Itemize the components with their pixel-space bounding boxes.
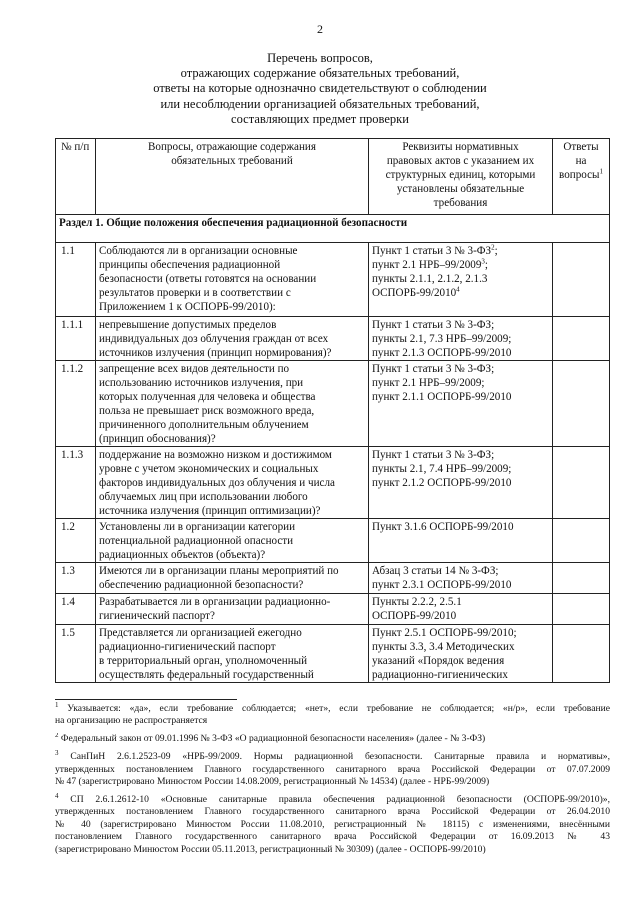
footnote-mark: 1 bbox=[55, 700, 59, 709]
row-requisites bbox=[369, 563, 553, 594]
footnote-mark: 2 bbox=[55, 733, 59, 740]
row-question bbox=[96, 625, 369, 683]
requisite-line: пункт 2.1.2 ОСПОРБ-99/2010 bbox=[372, 477, 512, 489]
section-row bbox=[56, 215, 610, 243]
footnotes bbox=[55, 700, 611, 861]
row-requisites bbox=[369, 625, 553, 683]
footnote-ref: 3 bbox=[481, 257, 485, 266]
requisite-line: Пункт 3.1.6 ОСПОРБ-99/2010 bbox=[372, 521, 514, 533]
question-line: Установлены ли в организации категории bbox=[99, 521, 296, 533]
row-requisites bbox=[369, 594, 553, 625]
requisite-line: Абзац 3 статьи 14 № 3-ФЗ; bbox=[372, 565, 499, 577]
table-row bbox=[56, 563, 610, 594]
question-line: причиненного дополнительным облучением bbox=[99, 419, 309, 431]
header-answers: Ответы на вопросы$^1$ bbox=[553, 139, 610, 215]
requisite-line: ОСПОРБ-99/2010$^4$ bbox=[372, 285, 460, 299]
row-requisites bbox=[369, 519, 553, 563]
row-answer-cell[interactable] bbox=[553, 594, 610, 625]
requisite-line: пункт 2.3.1 ОСПОРБ-99/2010 bbox=[372, 579, 512, 591]
footnote-line: № 40 (зарегистрировано Минюстом России 11.08.2010, регистрационный № 18115) с изменениями, внесёнными bbox=[55, 818, 610, 830]
footnote-ref: 2 bbox=[491, 243, 495, 252]
question-line: результатов проверки и в соответствии с bbox=[99, 287, 291, 299]
row-number: 1.1.1 bbox=[56, 317, 96, 361]
footnote-mark: 4 bbox=[55, 791, 59, 800]
question-line: радиационных объектов (объекта)? bbox=[99, 549, 266, 561]
row-answer-cell[interactable] bbox=[553, 625, 610, 683]
question-line: источников излучения (принцип нормирования)? bbox=[99, 347, 332, 359]
row-requisites bbox=[369, 317, 553, 361]
question-line: которых полученная для человека и общества bbox=[99, 391, 316, 403]
table-row bbox=[56, 594, 610, 625]
question-line: Представляется ли организацией ежегодно bbox=[99, 627, 302, 639]
row-requisites bbox=[369, 361, 553, 447]
requisite-line: пункты 3.3, 3.4 Методических bbox=[372, 641, 515, 653]
row-number: 1.3 bbox=[56, 563, 96, 594]
footnote bbox=[55, 791, 610, 856]
row-answer-cell[interactable] bbox=[553, 361, 610, 447]
row-question bbox=[96, 243, 369, 317]
question-line: факторов индивидуальных доз облучения и числа bbox=[99, 477, 335, 489]
question-line: принципы обеспечения радиационной bbox=[99, 259, 281, 271]
question-line: обеспечению радиационной безопасности? bbox=[99, 579, 304, 591]
page-number: 2 bbox=[317, 22, 323, 36]
requisite-line: Пункт 1 статьи 3 № 3-ФЗ; bbox=[372, 449, 495, 461]
footnote-line: $^1$ Указывается: «да», если требование соблюдается; «нет», если требование не соблюдается; «н/р», если требование bbox=[55, 700, 610, 714]
question-line: гигиенический паспорт? bbox=[99, 610, 215, 622]
title-line: или несоблюдении организацией обязательных требований, bbox=[160, 96, 480, 111]
row-question bbox=[96, 361, 369, 447]
row-question bbox=[96, 519, 369, 563]
requisite-line: пункт 2.1.3 ОСПОРБ-99/2010 bbox=[372, 347, 512, 359]
table-row bbox=[56, 243, 610, 317]
footnote-divider bbox=[55, 699, 237, 700]
table-row bbox=[56, 317, 610, 361]
footnote-line: постановлением Главного государственного санитарного врача Российской Федерации от 16.09.2013 № 43 bbox=[55, 831, 610, 843]
table-header-row bbox=[56, 139, 610, 215]
document-title bbox=[0, 51, 640, 127]
row-number: 1.1.2 bbox=[56, 361, 96, 447]
row-requisites bbox=[369, 447, 553, 519]
footnote-mark: 3 bbox=[55, 749, 59, 758]
requisite-line: пункты 2.1, 7.3 НРБ–99/2009; bbox=[372, 333, 512, 345]
header-question: Вопросы, отражающие содержания обязательных требований bbox=[96, 139, 369, 215]
requisite-line: пункт 2.1 НРБ–99/2009; bbox=[372, 377, 485, 389]
question-line: Соблюдаются ли в организации основные bbox=[99, 245, 298, 257]
question-line: облучаемых лиц при использовании любого bbox=[99, 491, 308, 503]
question-line: непревышение допустимых пределов bbox=[99, 319, 277, 331]
question-line: радиационно-гигиенический паспорт bbox=[99, 641, 276, 653]
footnote-line: $^3$ СанПиН 2.6.1.2523-09 «НРБ-99/2009. Нормы радиационной безопасности. Санитарные правила и нормативы», bbox=[55, 749, 611, 763]
question-line: осуществлять федеральный государственный bbox=[99, 669, 314, 681]
row-question bbox=[96, 563, 369, 594]
row-answer-cell[interactable] bbox=[553, 563, 610, 594]
row-answer-cell[interactable] bbox=[553, 447, 610, 519]
row-number: 1.2 bbox=[56, 519, 96, 563]
question-line: (принцип обоснования)? bbox=[99, 433, 216, 445]
requirements-table bbox=[55, 138, 610, 683]
title-line: ответы на которые однозначно свидетельствуют о соблюдении bbox=[153, 81, 487, 96]
row-answer-cell[interactable] bbox=[553, 519, 610, 563]
requisite-line: радиационно-гигиенических bbox=[372, 669, 508, 681]
footnote-line: (зарегистрировано Минюстом России 05.11.2013, регистрационный № 30309) (далее - ОСПОРБ-99/2010) bbox=[55, 843, 486, 855]
header-num: № п/п bbox=[56, 139, 96, 215]
question-line: запрещение всех видов деятельности по bbox=[99, 363, 290, 375]
section-title: Раздел 1. Общие положения обеспечения радиационной безопасности bbox=[56, 215, 610, 243]
question-line: уровне с учетом экономических и социальных bbox=[99, 463, 319, 475]
question-line: Имеются ли в организации планы мероприятий по bbox=[99, 565, 339, 577]
title-line: составляющих предмет проверки bbox=[231, 111, 409, 126]
footnote bbox=[55, 751, 610, 788]
row-number: 1.1.3 bbox=[56, 447, 96, 519]
row-number: 1.4 bbox=[56, 594, 96, 625]
question-line: Приложением 1 к ОСПОРБ-99/2010): bbox=[99, 301, 276, 313]
row-requisites bbox=[369, 243, 553, 317]
table-row bbox=[56, 447, 610, 519]
question-line: польза не превышает риск возможного вреда, bbox=[99, 405, 315, 417]
title-line: отражающих содержание обязательных требований, bbox=[180, 66, 460, 81]
footnote-line: № 47 (зарегистрировано Минюстом России 14.08.2009, регистрационный № 14534) (далее - НРБ-99/2009) bbox=[55, 776, 490, 788]
row-answer-cell[interactable] bbox=[553, 243, 610, 317]
question-line: безопасности (ответы готовятся на основании bbox=[99, 273, 317, 285]
header-requisites: Реквизиты нормативных правовых актов с указанием их структурных единиц, которыми установлены обязательные требования bbox=[369, 139, 553, 215]
row-question bbox=[96, 594, 369, 625]
title-line: Перечень вопросов, bbox=[267, 51, 373, 65]
requisite-line: Пункт 1 статьи 3 № $3-ФЗ^2$; bbox=[372, 243, 498, 257]
row-number: 1.1 bbox=[56, 243, 96, 317]
requisite-line: ОСПОРБ-99/2010 bbox=[372, 610, 457, 622]
question-line: в территориальный орган, уполномоченный bbox=[99, 655, 308, 667]
requisite-line: пункты 2.1.1, 2.1.2, 2.1.3 bbox=[372, 273, 488, 285]
row-number: 1.5 bbox=[56, 625, 96, 683]
question-line: источника излучения (принцип оптимизации)? bbox=[99, 505, 321, 517]
question-line: поддержание на возможно низком и достижимом bbox=[99, 449, 332, 461]
footnote bbox=[55, 733, 610, 745]
question-line: использованию источников излучения, при bbox=[99, 377, 304, 389]
question-line: потенциальной радиационной опасности bbox=[99, 535, 294, 547]
row-question bbox=[96, 317, 369, 361]
footnote-line: на организацию не распространяется bbox=[55, 715, 208, 727]
table-row bbox=[56, 519, 610, 563]
table-row bbox=[56, 361, 610, 447]
question-line: Разрабатывается ли в организации радиационно- bbox=[99, 596, 331, 608]
footnote-ref: 4 bbox=[456, 285, 460, 294]
requisite-line: Пункт 2.5.1 ОСПОРБ-99/2010; bbox=[372, 627, 517, 639]
requisite-line: пункт 2.1.1 ОСПОРБ-99/2010 bbox=[372, 391, 512, 403]
footnote-line: утвержденных постановлением Главного государственного санитарного врача Российской Федерации от 07.07.2009 bbox=[55, 763, 610, 775]
requisite-line: Пункты 2.2.2, 2.5.1 bbox=[372, 596, 462, 608]
requisite-line: Пункт 1 статьи 3 № 3-ФЗ; bbox=[372, 319, 495, 331]
requisite-line: пункты 2.1, 7.4 НРБ–99/2009; bbox=[372, 463, 512, 475]
table-row bbox=[56, 625, 610, 683]
footnote bbox=[55, 700, 610, 728]
footnote-line: $^4$ СП 2.6.1.2612-10 «Основные санитарные правила обеспечения радиационной безопасности (ОСПОРБ-99/2010)», bbox=[55, 791, 610, 805]
requisite-line: Пункт 1 статьи 3 № 3-ФЗ; bbox=[372, 363, 495, 375]
footnote-line: утвержденных постановлением Главного государственного санитарного врача Российской Федерации от 26.04.2010 bbox=[55, 806, 610, 818]
question-line: индивидуальных доз облучения граждан от всех bbox=[99, 333, 329, 345]
row-question bbox=[96, 447, 369, 519]
requisite-line: указаний «Порядок ведения bbox=[372, 655, 505, 667]
row-answer-cell[interactable] bbox=[553, 317, 610, 361]
requisite-line: пункт 2.1 НРБ–99/2009$^3$; bbox=[372, 257, 488, 271]
footnote-line: $^2$ Федеральный закон от 09.01.1996 № 3-ФЗ «О радиационной безопасности населения» (далее - № 3-ФЗ) bbox=[55, 733, 610, 745]
